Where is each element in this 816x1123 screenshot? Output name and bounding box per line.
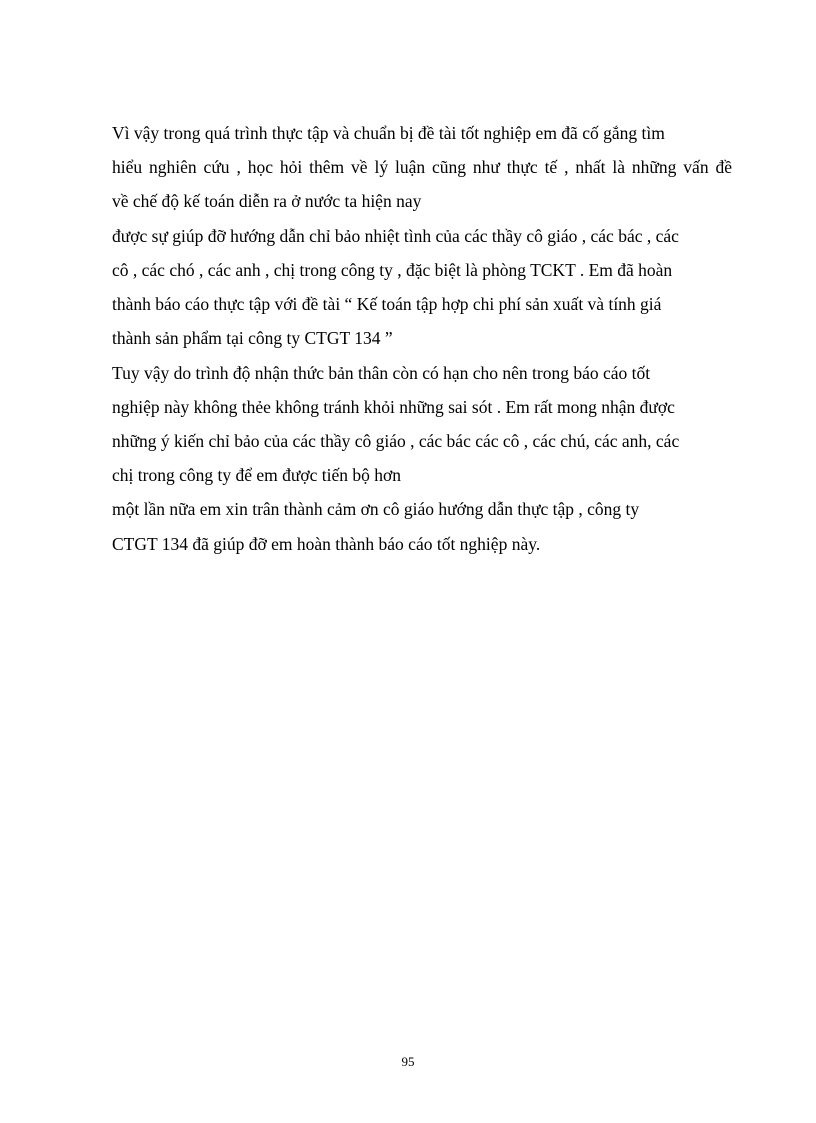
paragraph-line-3: về chế độ kế toán diễn ra ở nước ta hiện nay (112, 191, 422, 211)
paragraph-line-10: những ý kiến chỉ bảo của các thầy cô giáo , các bác các cô , các chú, các anh, các (112, 431, 680, 451)
paragraph-line-7: thành sản phẩm tại công ty CTGT 134 ” (112, 328, 393, 348)
paragraph-line-6: thành báo cáo thực tập với đề tài “ Kế toán tập hợp chi phí sản xuất và tính giá (112, 294, 662, 314)
paragraph-line-2: hiểu nghiên cứu , học hỏi thêm về lý luận cũng như thực tế , nhất là những vấn đề (112, 157, 732, 177)
paragraph-line-11: chị trong công ty để em được tiến bộ hơn (112, 465, 401, 485)
paragraph-line-4: được sự giúp đỡ hướng dẫn chỉ bảo nhiệt tình của các thầy cô giáo , các bác , các (112, 226, 679, 246)
paragraph-line-5: cô , các chó , các anh , chị trong công ty , đặc biệt là phòng TCKT . Em đã hoàn (112, 260, 673, 280)
paragraph-line-8: Tuy vậy do trình độ nhận thức bản thân còn có hạn cho nên trong báo cáo tốt (112, 363, 651, 383)
paragraph-line-13: CTGT 134 đã giúp đỡ em hoàn thành báo cáo tốt nghiệp này. (112, 534, 541, 554)
page-number: 95 (401, 1054, 415, 1069)
paragraph-line-12: một lần nữa em xin trân thành cảm ơn cô giáo hướng dẫn thực tập , công ty (112, 499, 640, 519)
paragraph-line-9: nghiệp này không thẻe không tránh khỏi những sai sót . Em rất mong nhận được (112, 397, 675, 417)
paragraph-line-1: Vì vậy trong quá trình thực tập và chuẩn bị đề tài tốt nghiệp em đã cố gắng tìm (112, 123, 665, 143)
